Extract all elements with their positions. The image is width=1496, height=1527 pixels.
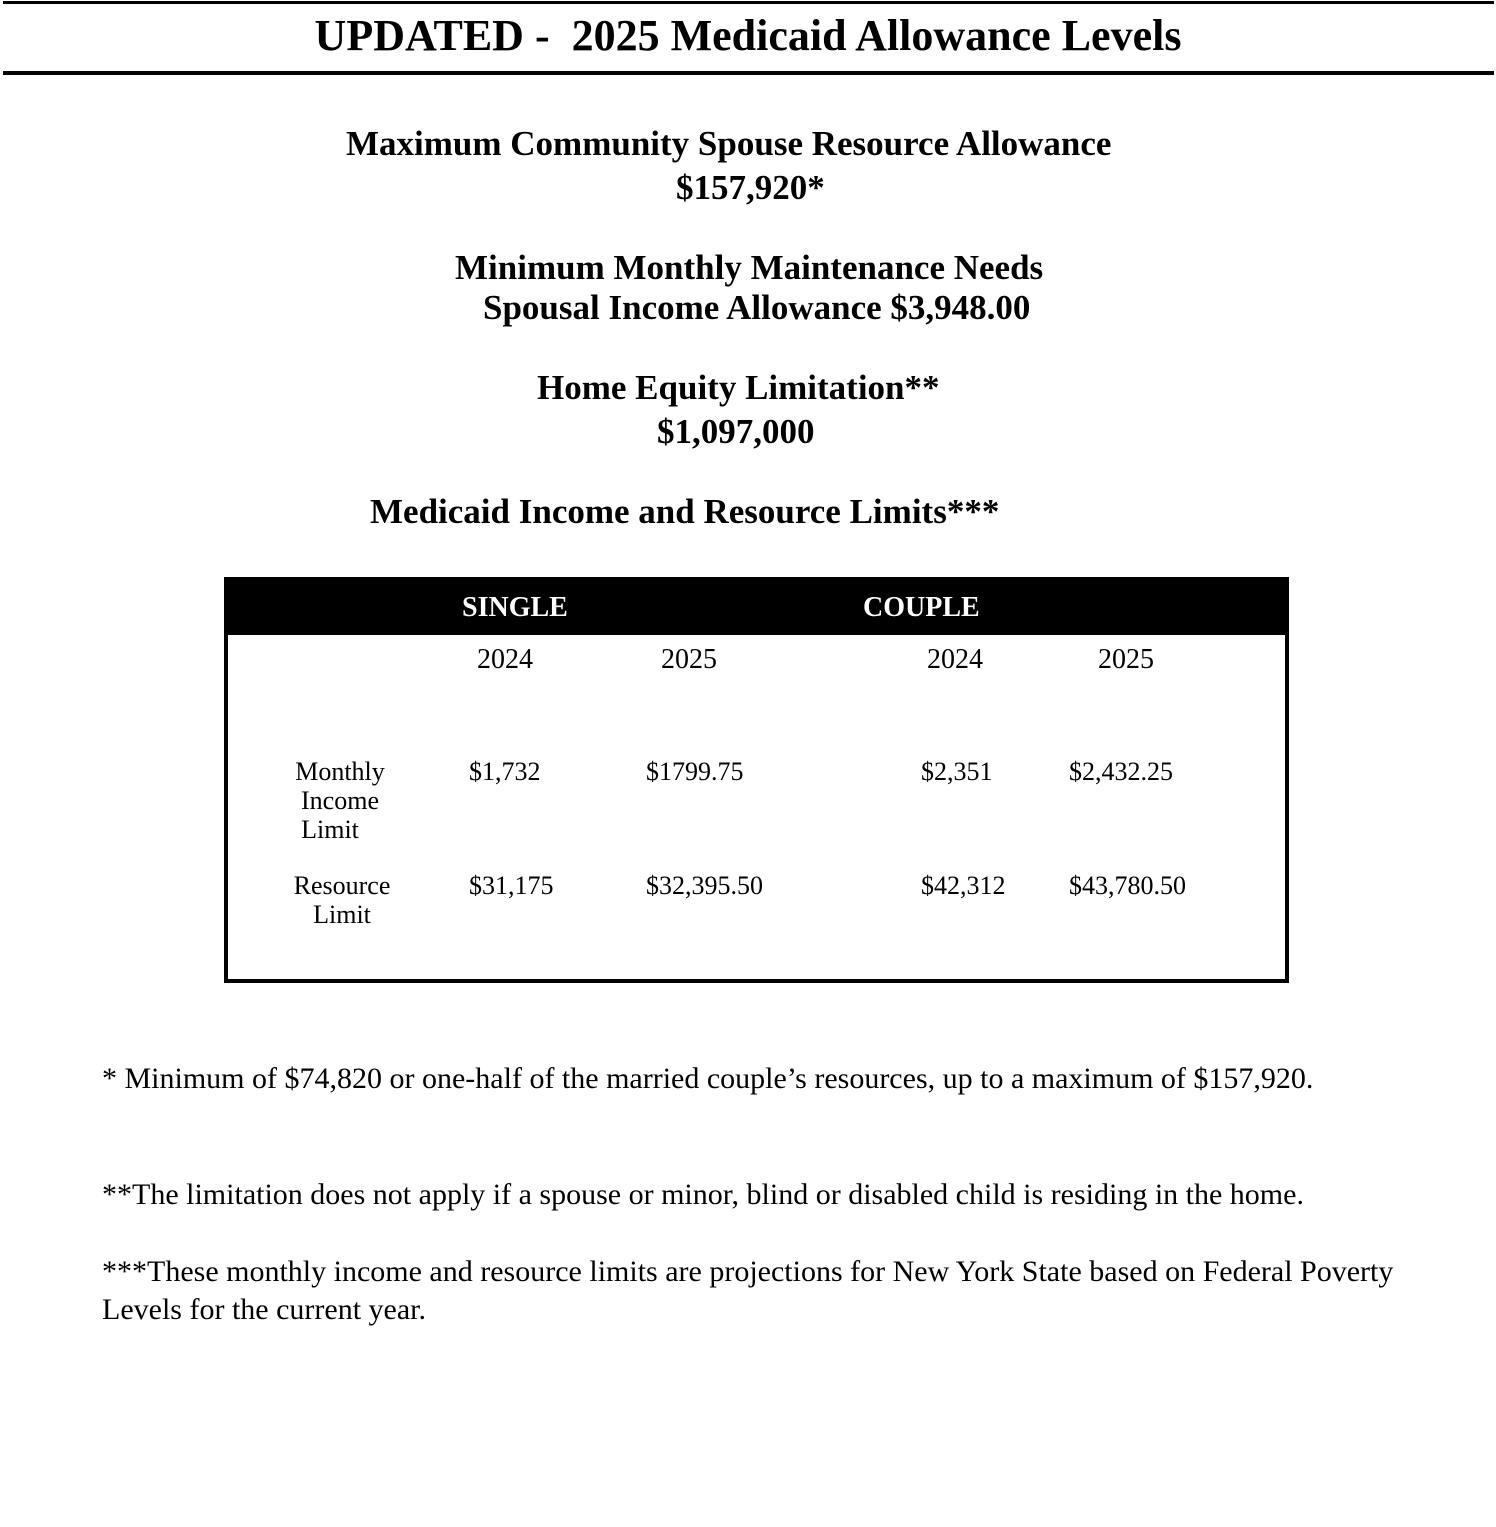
cell-income-single-2025: $1799.75 bbox=[646, 757, 744, 786]
home-equity-heading: Home Equity Limitation** bbox=[537, 368, 940, 407]
cell-resource-single-2024: $31,175 bbox=[469, 871, 554, 900]
table-header-bar bbox=[228, 581, 1285, 635]
group-header-couple: COUPLE bbox=[863, 592, 980, 623]
title-underline bbox=[3, 71, 1494, 75]
footnote-single-asterisk: * Minimum of $74,820 or one-half of the married couple’s resources, up to a maximum of $157,920. bbox=[102, 1062, 1314, 1095]
row-label-line: Monthly bbox=[295, 757, 385, 786]
year-header-single-2024: 2024 bbox=[477, 644, 533, 675]
mmmna-heading: Minimum Monthly Maintenance Needs bbox=[455, 248, 1044, 287]
footnote-triple-asterisk: ***These monthly income and resource limits are projections for New York State based on Federal Poverty Levels for the current year. bbox=[102, 1255, 1394, 1326]
row-label-monthly-income bbox=[290, 757, 390, 844]
csra-value: $157,920* bbox=[676, 168, 825, 207]
row-label-resource bbox=[287, 871, 397, 929]
top-rule bbox=[3, 1, 1494, 4]
year-header-couple-2025: 2025 bbox=[1098, 644, 1154, 675]
row-label-line: Limit bbox=[301, 815, 359, 844]
cell-resource-couple-2024: $42,312 bbox=[921, 871, 1006, 900]
cell-resource-single-2025: $32,395.50 bbox=[646, 871, 763, 900]
year-header-couple-2024: 2024 bbox=[927, 644, 983, 675]
home-equity-value: $1,097,000 bbox=[657, 412, 815, 451]
cell-income-couple-2024: $2,351 bbox=[921, 757, 993, 786]
csra-heading: Maximum Community Spouse Resource Allowance bbox=[346, 124, 1112, 163]
row-label-line: Resource bbox=[293, 871, 391, 900]
row-label-line: Limit bbox=[313, 900, 371, 929]
cell-income-single-2024: $1,732 bbox=[469, 757, 541, 786]
page-title: UPDATED - 2025 Medicaid Allowance Levels bbox=[314, 11, 1182, 60]
limits-heading: Medicaid Income and Resource Limits*** bbox=[370, 492, 1000, 531]
limits-table bbox=[224, 577, 1289, 983]
mmmna-value: Spousal Income Allowance $3,948.00 bbox=[483, 288, 1031, 327]
year-header-single-2025: 2025 bbox=[661, 644, 717, 675]
group-header-single: SINGLE bbox=[462, 592, 568, 623]
cell-resource-couple-2025: $43,780.50 bbox=[1069, 871, 1186, 900]
row-label-line: Income bbox=[301, 786, 379, 815]
footnote-double-asterisk: **The limitation does not apply if a spouse or minor, blind or disabled child is residing in the home. bbox=[102, 1178, 1304, 1211]
cell-income-couple-2025: $2,432.25 bbox=[1069, 757, 1173, 786]
